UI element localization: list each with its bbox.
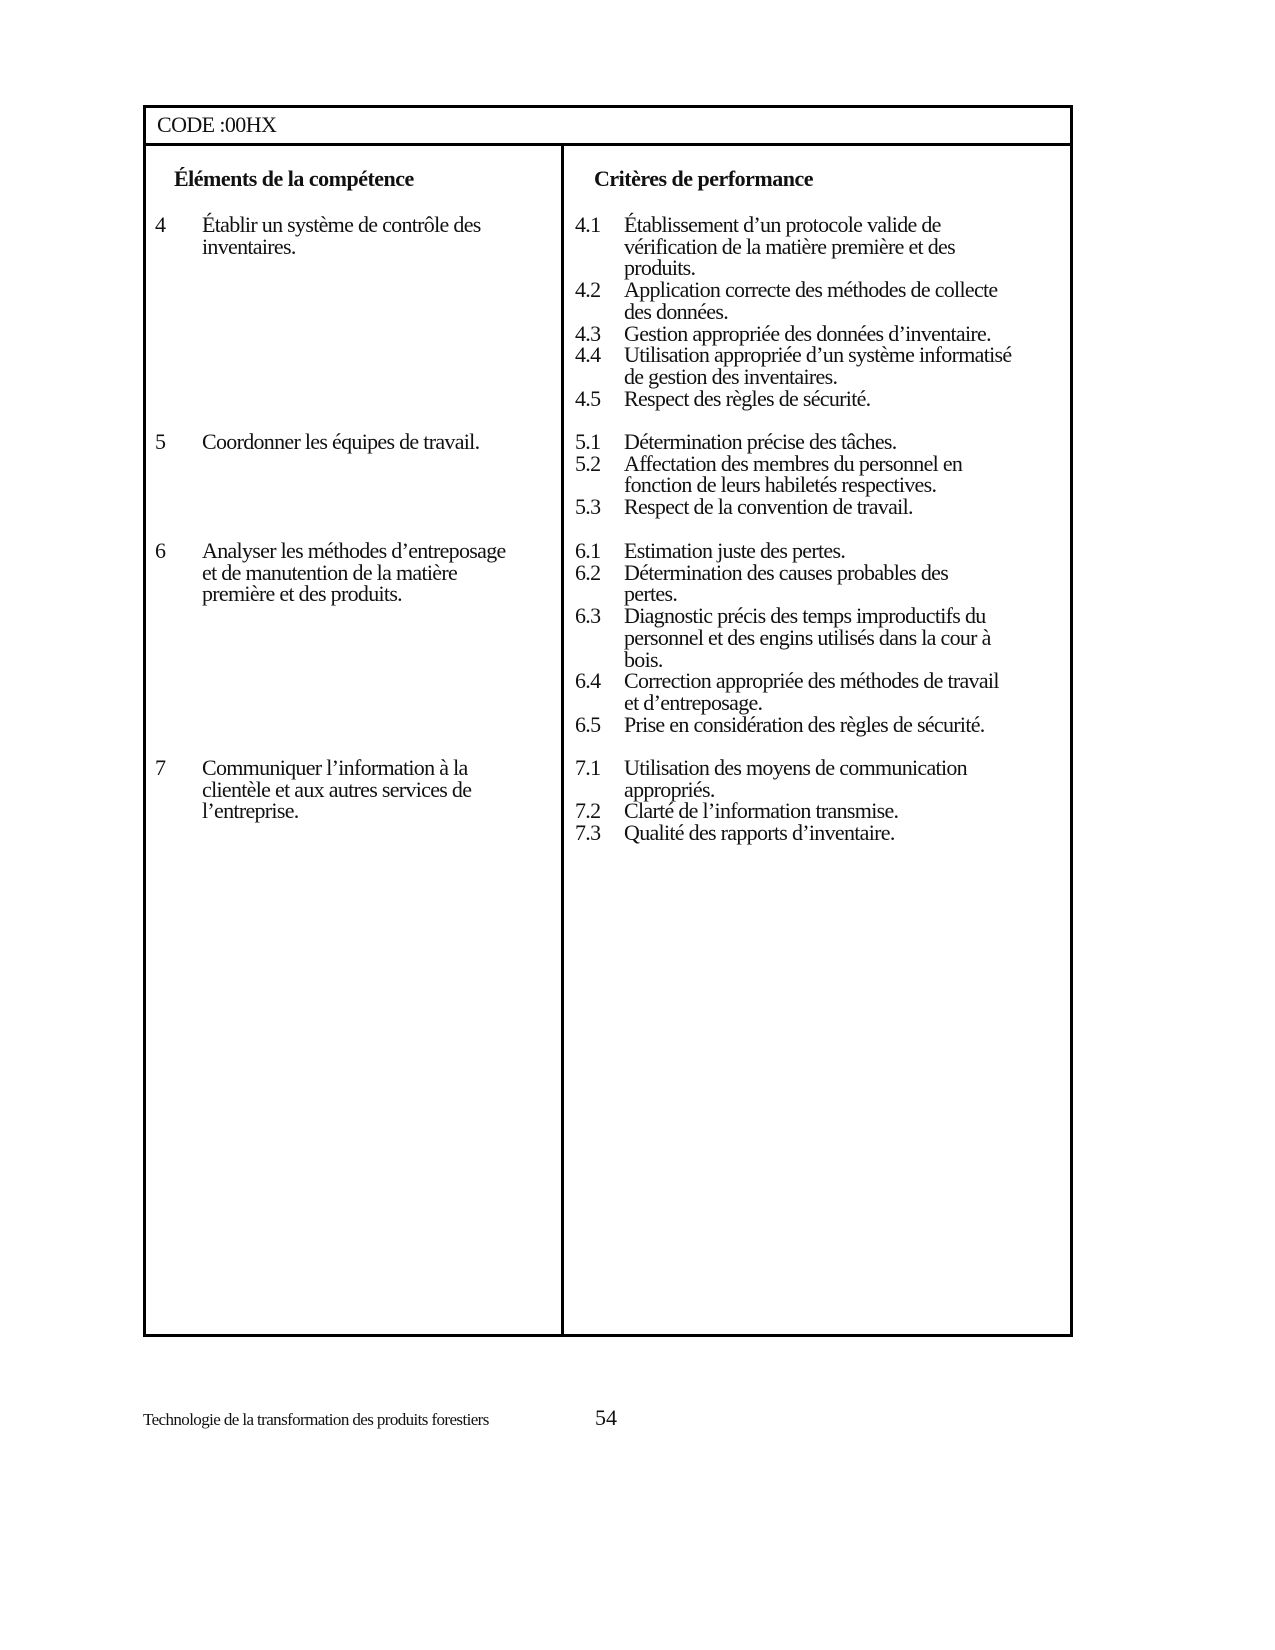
criterion-text: bois.	[624, 646, 663, 672]
criterion-number: 6.3	[575, 603, 601, 629]
element-number: 4	[155, 212, 166, 237]
criterion-text: Diagnostic précis des temps improductifs du	[624, 603, 986, 629]
element-text: l’entreprise.	[202, 798, 299, 824]
header-elements: Éléments de la compétence	[174, 166, 414, 191]
criterion-number: 6.2	[575, 559, 601, 585]
criterion-number: 4.5	[575, 385, 601, 411]
criterion-number: 5.3	[575, 494, 601, 520]
element-text: Établir un système de contrôle des	[202, 212, 481, 237]
column-divider	[561, 146, 564, 1334]
criterion-text: de gestion des inventaires.	[624, 363, 838, 389]
criterion-text: appropriés.	[624, 776, 715, 802]
competency-table	[143, 105, 1073, 1337]
criterion-number: 7.3	[575, 820, 601, 846]
element-text: et de manutention de la matière	[202, 559, 458, 585]
criterion-text: Utilisation des moyens de communication	[624, 755, 967, 780]
element-number: 6	[155, 538, 166, 563]
element-text: première et des produits.	[202, 581, 402, 607]
criterion-text: pertes.	[624, 581, 678, 607]
criterion-text: Respect de la convention de travail.	[624, 494, 913, 520]
criterion-number: 4.2	[575, 277, 601, 303]
criterion-text: produits.	[624, 255, 696, 281]
criterion-number: 5.1	[575, 429, 601, 454]
criterion-text: Affectation des membres du personnel en	[624, 450, 963, 476]
criterion-text: fonction de leurs habiletés respectives.	[624, 472, 937, 498]
element-text: Analyser les méthodes d’entreposage	[202, 538, 506, 563]
criterion-text: et d’entreposage.	[624, 689, 763, 715]
criterion-text: Clarté de l’information transmise.	[624, 798, 899, 824]
criterion-text: Détermination précise des tâches.	[624, 429, 897, 454]
criterion-number: 4.4	[575, 342, 601, 368]
criterion-text: Correction appropriée des méthodes de travail	[624, 668, 999, 694]
criterion-text: Établissement d’un protocole valide de	[624, 212, 941, 237]
criterion-text: Détermination des causes probables des	[624, 559, 949, 585]
criterion-text: Prise en considération des règles de sécurité.	[624, 711, 985, 737]
criterion-text: Qualité des rapports d’inventaire.	[624, 820, 895, 846]
page-number: 54	[595, 1405, 617, 1430]
criterion-text: Utilisation appropriée d’un système informatisé	[624, 342, 1012, 368]
criterion-text: Application correcte des méthodes de collecte	[624, 277, 998, 303]
criterion-number: 4.1	[575, 212, 601, 237]
criterion-number: 6.1	[575, 538, 601, 563]
criterion-number: 6.5	[575, 711, 601, 737]
element-text: Communiquer l’information à la	[202, 755, 468, 780]
element-text: clientèle et aux autres services de	[202, 776, 472, 802]
code-row	[146, 108, 1070, 146]
criterion-text: des données.	[624, 298, 729, 324]
header-criteria: Critères de performance	[594, 166, 813, 191]
element-text: inventaires.	[202, 233, 296, 259]
criterion-text: Estimation juste des pertes.	[624, 538, 846, 563]
criterion-number: 7.1	[575, 755, 601, 780]
criterion-text: vérification de la matière première et des	[624, 233, 955, 259]
criterion-number: 4.3	[575, 320, 601, 346]
footer-title: Technologie de la transformation des produits forestiers	[143, 1410, 489, 1429]
code-label: CODE :00HX	[157, 112, 277, 137]
element-number: 5	[155, 429, 166, 454]
criterion-number: 7.2	[575, 798, 601, 824]
criterion-text: personnel et des engins utilisés dans la cour à	[624, 624, 991, 650]
criterion-number: 5.2	[575, 450, 601, 476]
element-number: 7	[155, 755, 166, 780]
element-text: Coordonner les équipes de travail.	[202, 429, 480, 454]
criterion-number: 6.4	[575, 668, 601, 694]
criterion-text: Gestion appropriée des données d’inventaire.	[624, 320, 991, 346]
criterion-text: Respect des règles de sécurité.	[624, 385, 871, 411]
